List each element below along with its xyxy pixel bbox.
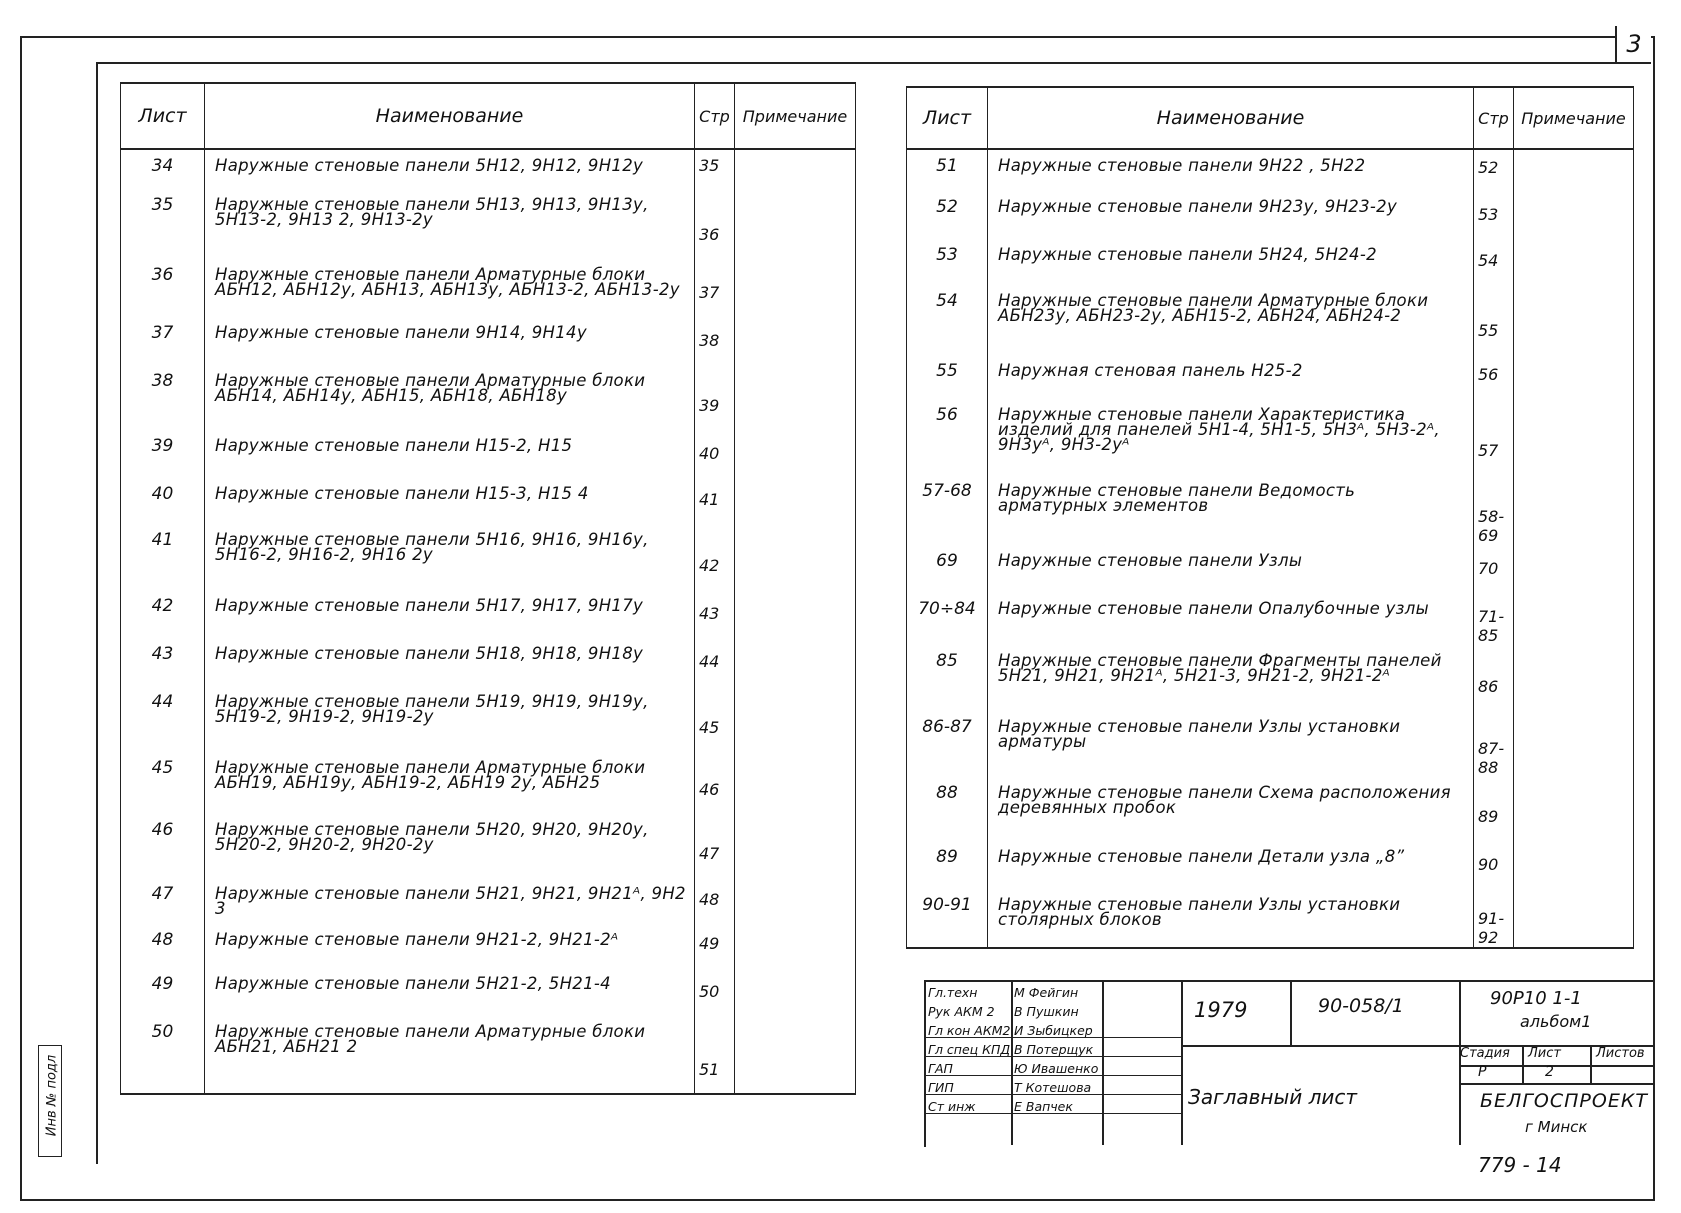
sheet-number: 46 [121, 814, 205, 878]
table-row [907, 777, 1634, 841]
table-row [907, 545, 1634, 593]
table-row [907, 285, 1634, 355]
page-number-value: 41 [699, 490, 720, 509]
signature-name: И Зыбицкер [1014, 1023, 1093, 1038]
table-row [121, 686, 856, 752]
organization: БЕЛГОСПРОЕКТ [1480, 1090, 1648, 1112]
table-row [121, 638, 856, 686]
page-number-value: 36 [699, 225, 720, 244]
note-cell [1514, 475, 1634, 545]
note-cell [735, 189, 856, 259]
sheet-name: Наружные стеновые панели Ведомость арматурных элементов [988, 475, 1474, 545]
signature-role: Рук АКМ 2 [928, 1004, 995, 1019]
sheet-number: 44 [121, 686, 205, 752]
sheet-name: Наружные стеновые панели 5Н24, 5Н24-2 [988, 239, 1474, 285]
album-label: альбом1 [1520, 1012, 1592, 1031]
sheet-number: 69 [907, 545, 988, 593]
page-cell [695, 638, 735, 686]
sheet-number: 38 [121, 365, 205, 430]
page-cell [695, 524, 735, 590]
table-row [121, 478, 856, 524]
sheet-number: 37 [121, 317, 205, 365]
page-number-value: 51 [699, 1060, 720, 1079]
sheet-name: Наружные стеновые панели Арматурные блоки АБН12, АБН12у, АБН13, АБН13у, АБН13-2, АБН13-2у [205, 259, 695, 317]
table-row [907, 841, 1634, 889]
sheet-number: 42 [121, 590, 205, 638]
page-cell [1474, 399, 1514, 475]
page-number-value: 71-85 [1478, 607, 1505, 645]
note-cell [735, 1016, 856, 1094]
table-row [907, 645, 1634, 711]
header-sheet: Лист [121, 83, 205, 149]
page-number-value: 91-92 [1478, 909, 1505, 947]
sheet-number: 89 [907, 841, 988, 889]
page-number-value: 52 [1478, 158, 1499, 177]
table-row [907, 475, 1634, 545]
sheet-name: Наружные стеновые панели 5Н18, 9Н18, 9Н18у [205, 638, 695, 686]
page-cell [1474, 889, 1514, 948]
sheet-number: 35 [121, 189, 205, 259]
sheet-number: 34 [121, 149, 205, 189]
sheet-number: 57-68 [907, 475, 988, 545]
page-number-value: 57 [1478, 441, 1499, 460]
sheet-number: 51 [907, 149, 988, 191]
table-row [121, 149, 856, 189]
sheet-name: Наружные стеновые панели Фрагменты панелей 5Н21, 9Н21, 9Н21ᴬ, 5Н21-3, 9Н21-2, 9Н21-2ᴬ [988, 645, 1474, 711]
sheet-name: Наружные стеновые панели Арматурные блоки АБН21, АБН21 2 [205, 1016, 695, 1094]
page-number-value: 37 [699, 283, 720, 302]
page-cell [695, 590, 735, 638]
sheet-name: Наружные стеновые панели Н15-3, Н15 4 [205, 478, 695, 524]
inventory-label: Инв № подл [44, 1054, 60, 1137]
page-number-value: 43 [699, 604, 720, 623]
table-row [121, 317, 856, 365]
sheet-number: 49 [121, 968, 205, 1016]
page-number-value: 46 [699, 780, 720, 799]
page-cell [1474, 191, 1514, 239]
header-sheet: Лист [907, 87, 988, 149]
page-cell [1474, 841, 1514, 889]
header-row [907, 87, 1634, 149]
sheet-name: Наружные стеновые панели Детали узла „8” [988, 841, 1474, 889]
page-number-value: 55 [1478, 321, 1499, 340]
signature-role: Гл.техн [928, 985, 978, 1000]
page-cell [695, 317, 735, 365]
sheet-name: Наружная стеновая панель Н25-2 [988, 355, 1474, 399]
signature-row [924, 984, 1094, 1003]
sheet-number: 88 [907, 777, 988, 841]
sheet-name: Наружные стеновые панели Опалубочные узлы [988, 593, 1474, 645]
sheet-number: 43 [121, 638, 205, 686]
sheet-name: Наружные стеновые панели 9Н14, 9Н14у [205, 317, 695, 365]
page-cell [695, 878, 735, 924]
sheet-name: Наружные стеновые панели 5Н21-2, 5Н21-4 [205, 968, 695, 1016]
sheet-name: Наружные стеновые панели 5Н13, 9Н13, 9Н13у, 5Н13-2, 9Н13 2, 9Н13-2у [205, 189, 695, 259]
sheet-name: Наружные стеновые панели 9Н22 , 5Н22 [988, 149, 1474, 191]
note-cell [1514, 645, 1634, 711]
page-number-value: 35 [699, 156, 720, 175]
sheet-number: 39 [121, 430, 205, 478]
sheet-name: Наружные стеновые панели Арматурные блоки АБН14, АБН14у, АБН15, АБН18, АБН18у [205, 365, 695, 430]
sheets-label: Листов [1596, 1046, 1645, 1061]
sheet-number: 45 [121, 752, 205, 814]
sheet-number: 41 [121, 524, 205, 590]
table-row [907, 711, 1634, 777]
page-number-value: 87-88 [1478, 739, 1505, 777]
signature-role: ГИП [928, 1080, 954, 1095]
signature-role: Гл спец КПД [928, 1042, 1011, 1057]
page-cell [695, 752, 735, 814]
note-cell [1514, 149, 1634, 191]
page-number-value: 45 [699, 718, 720, 737]
page-cell [695, 686, 735, 752]
table-row [907, 355, 1634, 399]
note-cell [1514, 191, 1634, 239]
note-cell [1514, 239, 1634, 285]
note-cell [1514, 285, 1634, 355]
signature-row [924, 1041, 1094, 1060]
sheet-number: 70÷84 [907, 593, 988, 645]
page-cell [1474, 777, 1514, 841]
note-cell [1514, 593, 1634, 645]
signature-role: Гл кон АКМ2 [928, 1023, 1011, 1038]
page-number-value: 39 [699, 396, 720, 415]
note-cell [1514, 545, 1634, 593]
note-cell [735, 968, 856, 1016]
sheet-value: 2 [1545, 1064, 1554, 1080]
page-number-value: 48 [699, 890, 720, 909]
table-row [121, 430, 856, 478]
table-row [907, 399, 1634, 475]
table-row [121, 365, 856, 430]
stage-label: Стадия [1460, 1046, 1510, 1061]
signature-role: Ст инж [928, 1099, 976, 1114]
page-number-value: 44 [699, 652, 720, 671]
sheet-name: Наружные стеновые панели 5Н21, 9Н21, 9Н21ᴬ, 9Н2 3 [205, 878, 695, 924]
page-number-value: 89 [1478, 807, 1499, 826]
page-cell [695, 968, 735, 1016]
header-note: Примечание [735, 83, 856, 149]
note-cell [1514, 399, 1634, 475]
page-number-value: 49 [699, 934, 720, 953]
sheet-name: Наружные стеновые панели Узлы установки столярных блоков [988, 889, 1474, 948]
sheet-name: Наружные стеновые панели 5Н20, 9Н20, 9Н20у, 5Н20-2, 9Н20-2, 9Н20-2у [205, 814, 695, 878]
header-note: Примечание [1514, 87, 1634, 149]
table-row [121, 968, 856, 1016]
sheet-label: Лист [1528, 1046, 1561, 1061]
page-number-value: 54 [1478, 251, 1499, 270]
sheet-number: 90-91 [907, 889, 988, 948]
inventory-stamp [38, 1045, 62, 1157]
page-cell [1474, 593, 1514, 645]
note-cell [735, 686, 856, 752]
signature-row [924, 1003, 1094, 1022]
page-number-value: 70 [1478, 559, 1499, 578]
page-number-value: 40 [699, 444, 720, 463]
page-number-value: 38 [699, 331, 720, 350]
page-cell [695, 259, 735, 317]
table-row [907, 593, 1634, 645]
sheet-title: Заглавный лист [1188, 1085, 1358, 1109]
sheet-name: Наружные стеновые панели Узлы установки арматуры [988, 711, 1474, 777]
page-number-value: 90 [1478, 855, 1499, 874]
sheet-number: 54 [907, 285, 988, 355]
signature-row [924, 1079, 1094, 1098]
archive-number: 779 - 14 [1478, 1153, 1562, 1177]
stage-value: Р [1478, 1064, 1487, 1080]
page-cell [1474, 711, 1514, 777]
sheet-name: Наружные стеновые панели 5Н17, 9Н17, 9Н17у [205, 590, 695, 638]
sheet-number: 52 [907, 191, 988, 239]
note-cell [735, 365, 856, 430]
page-cell [695, 365, 735, 430]
note-cell [1514, 777, 1634, 841]
page-cell [695, 814, 735, 878]
table-row [121, 752, 856, 814]
project-code: 90-058/1 [1318, 995, 1404, 1017]
sheet-number: 85 [907, 645, 988, 711]
sheet-number: 36 [121, 259, 205, 317]
note-cell [1514, 711, 1634, 777]
header-name: Наименование [988, 87, 1474, 149]
sheet-name: Наружные стеновые панели Н15-2, Н15 [205, 430, 695, 478]
sheet-name: Наружные стеновые панели 9Н23у, 9Н23-2у [988, 191, 1474, 239]
sheet-number: 50 [121, 1016, 205, 1094]
note-cell [1514, 889, 1634, 948]
left-index-table [120, 82, 856, 1095]
header-row [121, 83, 856, 149]
page-cell [695, 149, 735, 189]
sheet-number: 55 [907, 355, 988, 399]
page-cell [1474, 355, 1514, 399]
year: 1979 [1194, 998, 1248, 1022]
page-cell [1474, 545, 1514, 593]
note-cell [735, 752, 856, 814]
sheet-number: 86-87 [907, 711, 988, 777]
page-cell [695, 1016, 735, 1094]
signature-role: ГАП [928, 1061, 953, 1076]
page-cell [1474, 149, 1514, 191]
page-number-value: 56 [1478, 365, 1499, 384]
signature-name: М Фейгин [1014, 985, 1079, 1000]
city: г Минск [1525, 1118, 1588, 1136]
sheet-name: Наружные стеновые панели 5Н12, 9Н12, 9Н12у [205, 149, 695, 189]
table-row [121, 878, 856, 924]
series-number: 90Р10 1-1 [1490, 988, 1582, 1009]
page-number-value: 47 [699, 844, 720, 863]
note-cell [735, 878, 856, 924]
table-row [121, 924, 856, 968]
note-cell [1514, 355, 1634, 399]
note-cell [735, 524, 856, 590]
sheet-number: 53 [907, 239, 988, 285]
note-cell [735, 590, 856, 638]
page-cell [695, 189, 735, 259]
table-row [121, 259, 856, 317]
note-cell [735, 259, 856, 317]
sheet-name: Наружные стеновые панели Арматурные блоки АБН23у, АБН23-2у, АБН15-2, АБН24, АБН24-2 [988, 285, 1474, 355]
sheet-name: Наружные стеновые панели 9Н21-2, 9Н21-2ᴬ [205, 924, 695, 968]
table-row [907, 191, 1634, 239]
note-cell [735, 924, 856, 968]
right-index-table [906, 86, 1634, 949]
page-number-value: 42 [699, 556, 720, 575]
sheet-name: Наружные стеновые панели Характеристика изделий для панелей 5Н1-4, 5Н1-5, 5Н3ᴬ, 5Н3-2ᴬ, 9Н3уᴬ, 9Н3-2уᴬ [988, 399, 1474, 475]
page-number-value: 50 [699, 982, 720, 1001]
table-row [121, 814, 856, 878]
sheet-name: Наружные стеновые панели 5Н19, 9Н19, 9Н19у, 5Н19-2, 9Н19-2, 9Н19-2у [205, 686, 695, 752]
signature-row [924, 1060, 1099, 1079]
signature-row [924, 1098, 1094, 1117]
sheet-name: Наружные стеновые панели Арматурные блоки АБН19, АБН19у, АБН19-2, АБН19 2у, АБН25 [205, 752, 695, 814]
table-row [907, 239, 1634, 285]
note-cell [735, 638, 856, 686]
page-number-value: 53 [1478, 205, 1499, 224]
table-row [121, 189, 856, 259]
note-cell [1514, 841, 1634, 889]
header-name: Наименование [205, 83, 695, 149]
note-cell [735, 478, 856, 524]
sheet-number: 48 [121, 924, 205, 968]
sheet-number: 40 [121, 478, 205, 524]
sheet-number: 47 [121, 878, 205, 924]
page-number: 3 [1615, 26, 1651, 64]
signature-name: Е Вапчек [1014, 1099, 1073, 1114]
note-cell [735, 814, 856, 878]
note-cell [735, 430, 856, 478]
signature-name: В Пушкин [1014, 1004, 1079, 1019]
signature-name: В Потерщук [1014, 1042, 1094, 1057]
note-cell [735, 149, 856, 189]
page-cell [1474, 475, 1514, 545]
sheet-name: Наружные стеновые панели Узлы [988, 545, 1474, 593]
table-row [907, 889, 1634, 948]
sheet-number: 56 [907, 399, 988, 475]
header-page: Стр [695, 83, 735, 149]
page-cell [1474, 239, 1514, 285]
signature-name: Т Котешова [1014, 1080, 1092, 1095]
page-cell [695, 478, 735, 524]
signature-name: Ю Ивашенко [1014, 1061, 1099, 1076]
page-cell [695, 924, 735, 968]
sheet-name: Наружные стеновые панели 5Н16, 9Н16, 9Н16у, 5Н16-2, 9Н16-2, 9Н16 2у [205, 524, 695, 590]
table-row [121, 524, 856, 590]
signature-row [924, 1022, 1094, 1041]
header-page: Стр [1474, 87, 1514, 149]
page-number-value: 86 [1478, 677, 1499, 696]
page-cell [1474, 645, 1514, 711]
table-row [907, 149, 1634, 191]
sheet-name: Наружные стеновые панели Схема расположения деревянных пробок [988, 777, 1474, 841]
table-row [121, 590, 856, 638]
table-row [121, 1016, 856, 1094]
page-cell [1474, 285, 1514, 355]
page-number-value: 58-69 [1478, 507, 1505, 545]
note-cell [735, 317, 856, 365]
page-cell [695, 430, 735, 478]
